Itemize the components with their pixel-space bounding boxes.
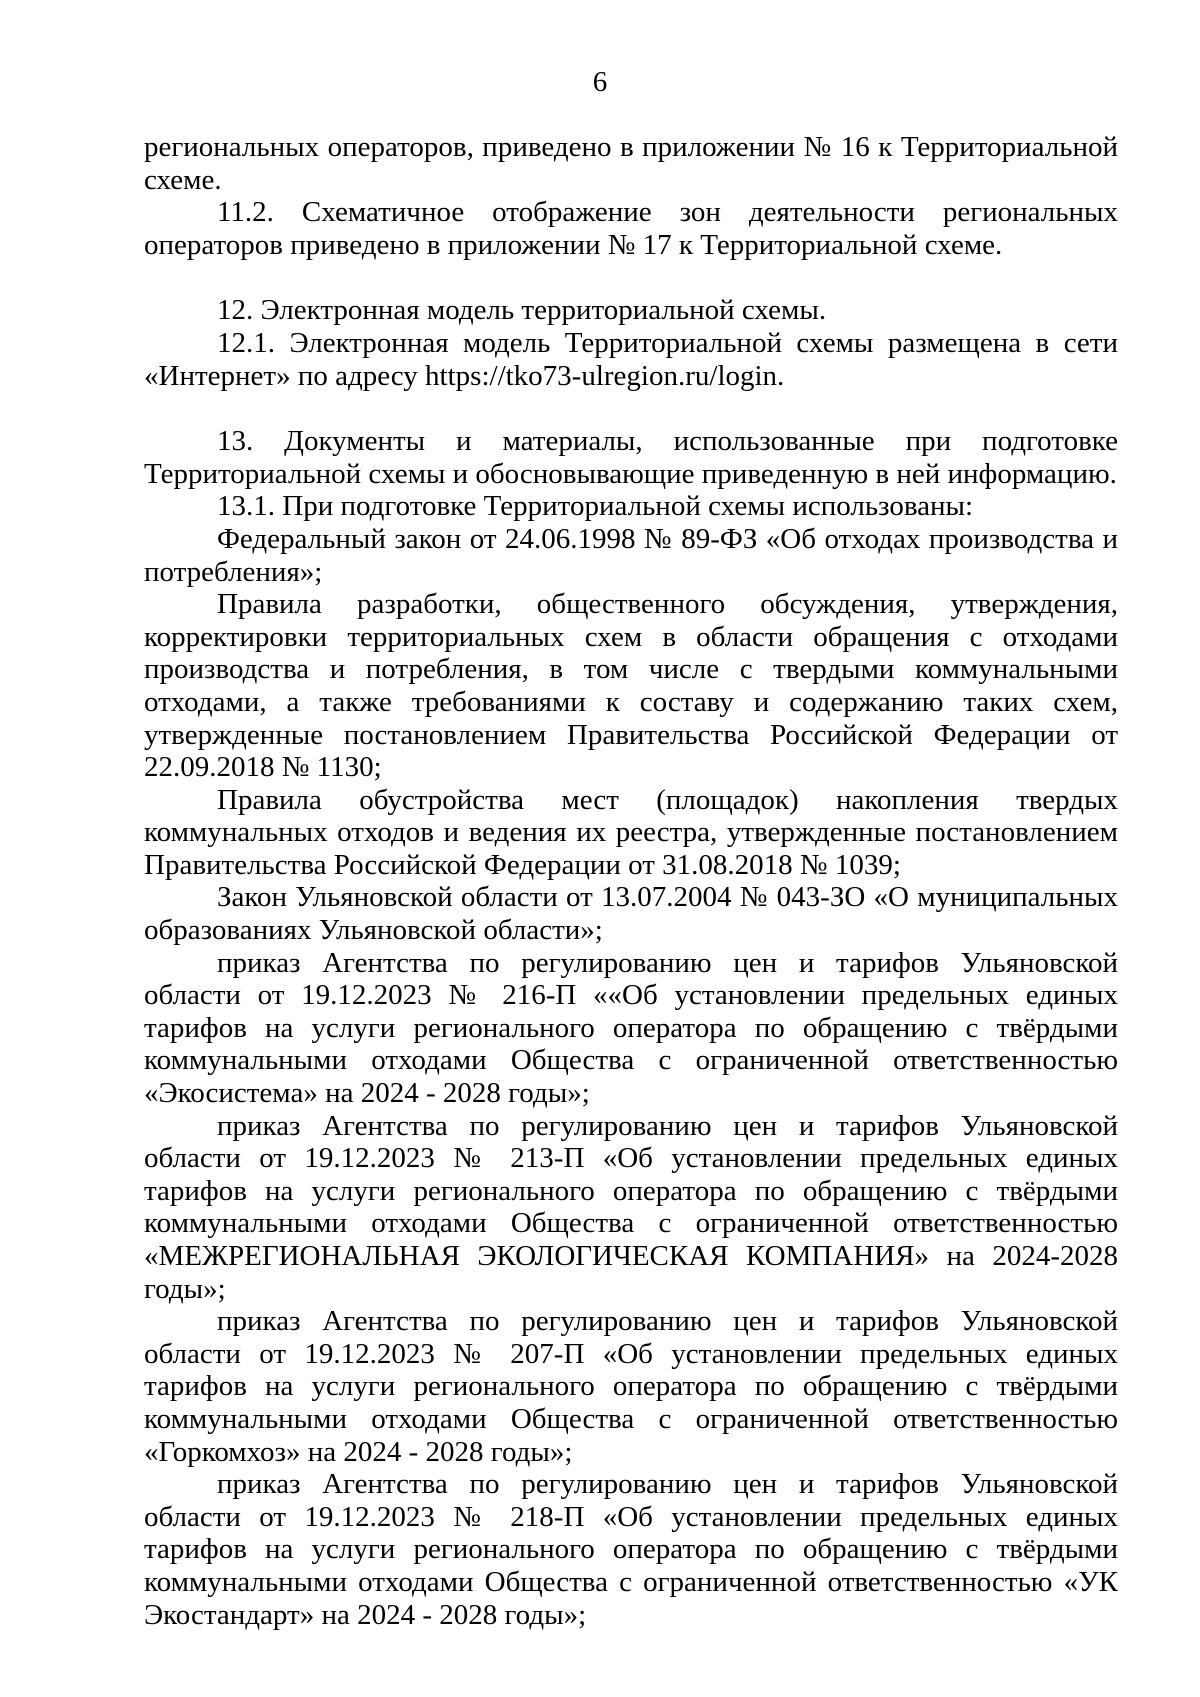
list-item-rules-waste-sites: Правила обустройства мест (площадок) накопления твердых коммунальных отходов и ведения их реестра, утвержденные постановлением Правительства Российской Федерации от 31.08.2018 № 1039; [144, 783, 1118, 881]
list-item-order-216: приказ Агентства по регулированию цен и тарифов Ульяновской области от 19.12.2023 № 216-П ««Об установлении предельных единых тарифов на услуги регионального оператора по обращению с твёрдыми коммунальными отходами Общества с ограниченной ответственностью «Экосистема» на 2024 - 2028 годы»; [144, 946, 1118, 1110]
paragraph-12-1: 12.1. Электронная модель Территориальной схемы размещена в сети «Интернет» по адресу https://tko73-ulregion.ru/login. [144, 326, 1118, 392]
document-body [144, 131, 1118, 1631]
list-item-order-218: приказ Агентства по регулированию цен и тарифов Ульяновской области от 19.12.2023 № 218-П «Об установлении предельных единых тарифов на услуги регионального оператора по обращению с твёрдыми коммунальными отходами Общества с ограниченной ответственностью «УК Экостандарт» на 2024 - 2028 годы»; [144, 1468, 1118, 1631]
paragraph-13-1: 13.1. При подготовке Территориальной схемы использованы: [217, 490, 974, 523]
paragraph-11-2: 11.2. Схематичное отображение зон деятельности региональных операторов приведено в приложении № 17 к Территориальной схеме. [144, 196, 1118, 261]
section-heading-13: 13. Документы и материалы, использованные при подготовке Территориальной схемы и обосновывающие приведенную в ней информацию. [144, 425, 1118, 490]
list-item-order-213: приказ Агентства по регулированию цен и тарифов Ульяновской области от 19.12.2023 № 213-П «Об установлении предельных единых тарифов на услуги регионального оператора по обращению с твёрдыми коммунальными отходами Общества с ограниченной ответственностью «МЕЖРЕГИОНАЛЬНАЯ ЭКОЛОГИЧЕСКАЯ КОМПАНИЯ» на 2024-2028 годы»; [144, 1109, 1118, 1305]
list-item-regional-law: Закон Ульяновской области от 13.07.2004 № 043-ЗО «О муниципальных образованиях Ульяновской области»; [144, 881, 1118, 947]
page-number: 6 [592, 66, 608, 98]
paragraph-gap [144, 261, 1118, 294]
list-item-rules-territorial-schemes: Правила разработки, общественного обсуждения, утверждения, корректировки территориальных схем в области обращения с отходами производства и потребления, в том числе с твердыми коммунальными отходами, а также требованиями к составу и содержанию таких схем, утвержденные постановлением Правительства Российской Федерации от 22.09.2018 № 1130; [144, 588, 1118, 784]
list-item-federal-law: Федеральный закон от 24.06.1998 № 89-ФЗ «Об отходах производства и потребления»; [144, 522, 1118, 588]
section-heading-12: 12. Электронная модель территориальной схемы. [217, 294, 827, 327]
list-item-order-207: приказ Агентства по регулированию цен и тарифов Ульяновской области от 19.12.2023 № 207-П «Об установлении предельных единых тарифов на услуги регионального оператора по обращению с твёрдыми коммунальными отходами Общества с ограниченной ответственностью «Горкомхоз» на 2024 - 2028 годы»; [144, 1305, 1118, 1468]
paragraph-gap [144, 392, 1118, 425]
paragraph-operators-appendix-16: региональных операторов, приведено в приложении № 16 к Территориальной схеме. [144, 131, 1118, 196]
